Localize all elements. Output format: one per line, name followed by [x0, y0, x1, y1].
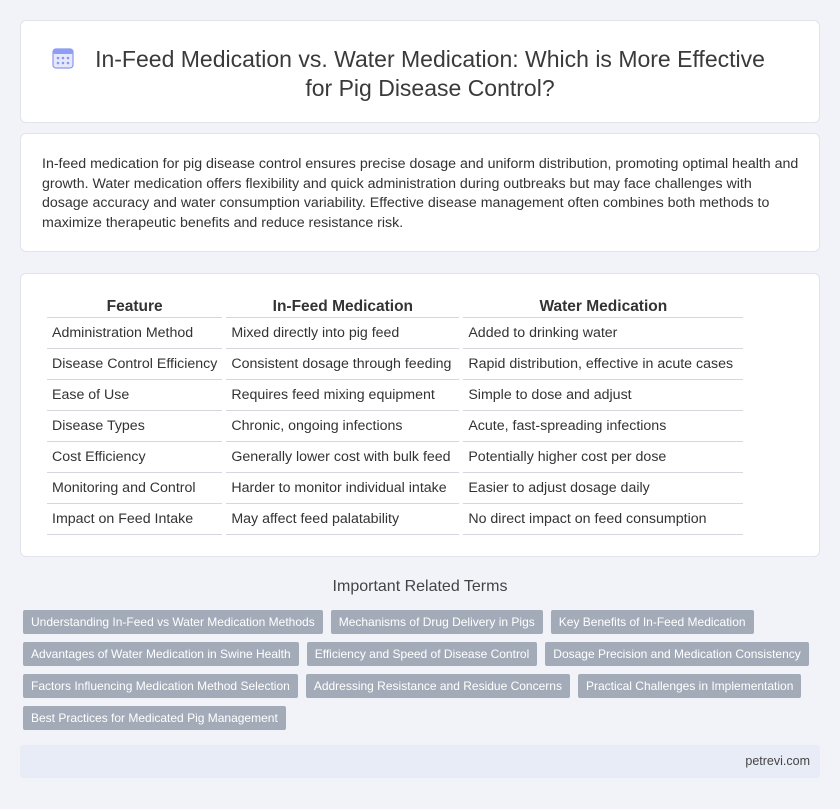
table-row [47, 442, 743, 473]
related-term-tag[interactable]: Understanding In-Feed vs Water Medication Methods [23, 610, 323, 634]
page-title: In-Feed Medication vs. Water Medication: Which is More Effective for Pig Disease Control? [95, 46, 765, 101]
in-feed-cell: Mixed directly into pig feed [226, 318, 459, 349]
water-cell: Acute, fast-spreading infections [463, 411, 743, 442]
table-header-row [47, 296, 743, 318]
feature-cell: Monitoring and Control [47, 473, 222, 504]
feature-cell: Administration Method [47, 318, 222, 349]
water-cell: Simple to dose and adjust [463, 380, 743, 411]
table-row [47, 318, 743, 349]
feature-cell: Ease of Use [47, 380, 222, 411]
intro-paragraph: In-feed medication for pig disease control ensures precise dosage and uniform distribution, promoting optimal health and growth. Water medication offers flexibility and quick administration during outbreaks but may face challenges with dosage accuracy and water consumption variability. Effective disease management often combines both methods to maximize therapeutic benefits and reduce resistance risk. [42, 156, 799, 231]
water-cell: No direct impact on feed consumption [463, 504, 743, 535]
in-feed-cell: Consistent dosage through feeding [226, 349, 459, 380]
in-feed-cell: Requires feed mixing equipment [226, 380, 459, 411]
comparison-table [43, 296, 747, 535]
water-cell: Added to drinking water [463, 318, 743, 349]
intro-card [20, 133, 820, 252]
table-row [47, 349, 743, 380]
in-feed-cell: Chronic, ongoing infections [226, 411, 459, 442]
related-term-tag[interactable]: Addressing Resistance and Residue Concerns [306, 674, 570, 698]
related-terms-heading: Important Related Terms [332, 578, 508, 595]
related-term-tag[interactable]: Practical Challenges in Implementation [578, 674, 801, 698]
header-in-feed: In-Feed Medication [226, 296, 459, 318]
water-cell: Rapid distribution, effective in acute cases [463, 349, 743, 380]
feature-cell: Disease Control Efficiency [47, 349, 222, 380]
in-feed-cell: Generally lower cost with bulk feed [226, 442, 459, 473]
title-card [20, 20, 820, 123]
table-row [47, 473, 743, 504]
footer-site-link[interactable]: petrevi.com [745, 754, 810, 768]
comparison-card [20, 273, 820, 557]
related-term-tag[interactable]: Mechanisms of Drug Delivery in Pigs [331, 610, 543, 634]
related-term-tag[interactable]: Key Benefits of In-Feed Medication [551, 610, 754, 634]
table-row [47, 504, 743, 535]
water-cell: Potentially higher cost per dose [463, 442, 743, 473]
feature-cell: Impact on Feed Intake [47, 504, 222, 535]
related-term-tag[interactable]: Factors Influencing Medication Method Selection [23, 674, 298, 698]
related-term-tag[interactable]: Dosage Precision and Medication Consistency [545, 642, 808, 666]
related-term-tag[interactable]: Best Practices for Medicated Pig Management [23, 706, 286, 730]
related-term-tag[interactable]: Efficiency and Speed of Disease Control [307, 642, 538, 666]
feature-cell: Cost Efficiency [47, 442, 222, 473]
related-term-tag[interactable]: Advantages of Water Medication in Swine Health [23, 642, 299, 666]
footer [20, 745, 820, 778]
in-feed-cell: Harder to monitor individual intake [226, 473, 459, 504]
header-water: Water Medication [463, 296, 743, 318]
in-feed-cell: May affect feed palatability [226, 504, 459, 535]
table-row [47, 411, 743, 442]
table-row [47, 380, 743, 411]
water-cell: Easier to adjust dosage daily [463, 473, 743, 504]
feature-cell: Disease Types [47, 411, 222, 442]
header-feature: Feature [47, 296, 222, 318]
related-terms-list [23, 610, 823, 730]
